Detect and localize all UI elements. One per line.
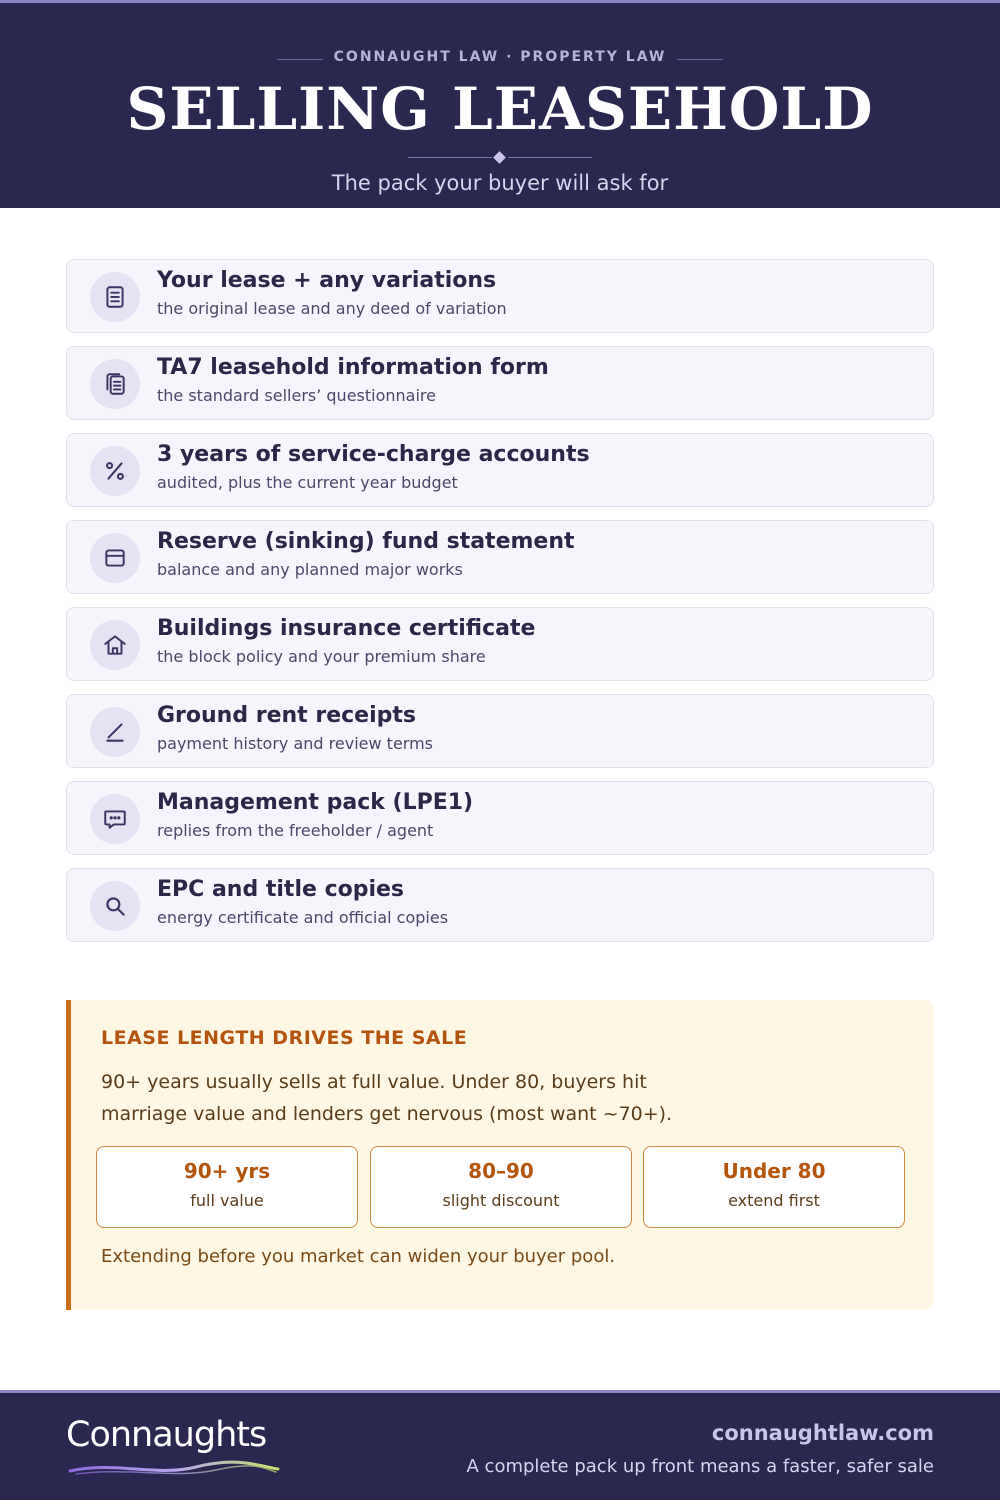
- checklist-item-title: 3 years of service-charge accounts: [157, 442, 590, 467]
- house-icon: [90, 620, 140, 670]
- brand-wordmark: Connaughts: [66, 1415, 267, 1455]
- window-icon: [90, 533, 140, 583]
- lease-band-card: [370, 1146, 632, 1228]
- checklist-item-subtitle: audited, plus the current year budget: [157, 473, 458, 492]
- lease-bands: [96, 1146, 906, 1228]
- lease-length-callout: [66, 1000, 934, 1310]
- pen-sign-icon: [90, 707, 140, 757]
- checklist-item-epc-title: [66, 868, 934, 942]
- checklist-item-reserve-fund: [66, 520, 934, 594]
- checklist-item-subtitle: replies from the freeholder / agent: [157, 821, 434, 840]
- checklist-item-title: Reserve (sinking) fund statement: [157, 529, 575, 554]
- callout-body: 90+ years usually sells at full value. Under 80, buyers hit marriage value and lenders get nervous (most want ~70+).: [101, 1071, 673, 1125]
- brand-logo: [66, 1415, 281, 1485]
- footer-tagline: A complete pack up front means a faster, safer sale: [466, 1456, 934, 1477]
- eyebrow-row: [0, 49, 1000, 69]
- checklist-item-insurance: [66, 607, 934, 681]
- page-footer: [0, 1390, 1000, 1500]
- lease-band-value: Under 80: [722, 1159, 826, 1183]
- checklist-item-ta7: [66, 346, 934, 420]
- checklist-item-title: Management pack (LPE1): [157, 790, 474, 815]
- checklist-item-subtitle: the block policy and your premium share: [157, 647, 486, 666]
- lease-band-card: [643, 1146, 905, 1228]
- checklist-item-lease: [66, 259, 934, 333]
- eyebrow-label: CONNAUGHT LAW · PROPERTY LAW: [333, 49, 667, 65]
- page-title: SELLING LEASEHOLD: [126, 75, 874, 143]
- lease-band-value: 80–90: [468, 1159, 534, 1183]
- checklist-item-subtitle: balance and any planned major works: [157, 560, 463, 579]
- lease-band-label: extend first: [728, 1191, 820, 1210]
- callout-title: LEASE LENGTH DRIVES THE SALE: [101, 1027, 468, 1049]
- checklist-item-subtitle: the standard sellers’ questionnaire: [157, 386, 436, 405]
- document-checklist: [66, 259, 934, 955]
- checklist-item-title: TA7 leasehold information form: [157, 355, 549, 380]
- checklist-item-subtitle: the original lease and any deed of variation: [157, 299, 507, 318]
- checklist-item-service-charge: [66, 433, 934, 507]
- percent-icon: [90, 446, 140, 496]
- checklist-item-title: EPC and title copies: [157, 877, 405, 902]
- checklist-item-title: Ground rent receipts: [157, 703, 416, 728]
- eyebrow-rule-right: [677, 59, 723, 60]
- search-icon: [90, 881, 140, 931]
- checklist-item-management-pack: [66, 781, 934, 855]
- lease-band-label: slight discount: [442, 1191, 560, 1210]
- document-icon: [90, 272, 140, 322]
- checklist-item-subtitle: payment history and review terms: [157, 734, 433, 753]
- lease-band-label: full value: [190, 1191, 264, 1210]
- callout-footnote: Extending before you market can widen your buyer pool.: [101, 1246, 616, 1267]
- logo-swoosh-icon: [66, 1459, 281, 1479]
- checklist-item-title: Buildings insurance certificate: [157, 616, 536, 641]
- divider-line-left: [408, 157, 492, 158]
- lease-band-value: 90+ yrs: [183, 1159, 271, 1183]
- page-header: [0, 0, 1000, 208]
- checklist-item-ground-rent: [66, 694, 934, 768]
- checklist-item-title: Your lease + any variations: [157, 268, 497, 293]
- checklist-item-subtitle: energy certificate and official copies: [157, 908, 449, 927]
- title-divider: [408, 152, 592, 164]
- divider-line-right: [508, 157, 592, 158]
- lease-band-card: [96, 1146, 358, 1228]
- divider-diamond-icon: [493, 151, 506, 164]
- website-link[interactable]: connaughtlaw.com: [711, 1421, 934, 1445]
- page-subtitle: The pack your buyer will ask for: [331, 171, 669, 195]
- copy-documents-icon: [90, 359, 140, 409]
- chat-bubble-icon: [90, 794, 140, 844]
